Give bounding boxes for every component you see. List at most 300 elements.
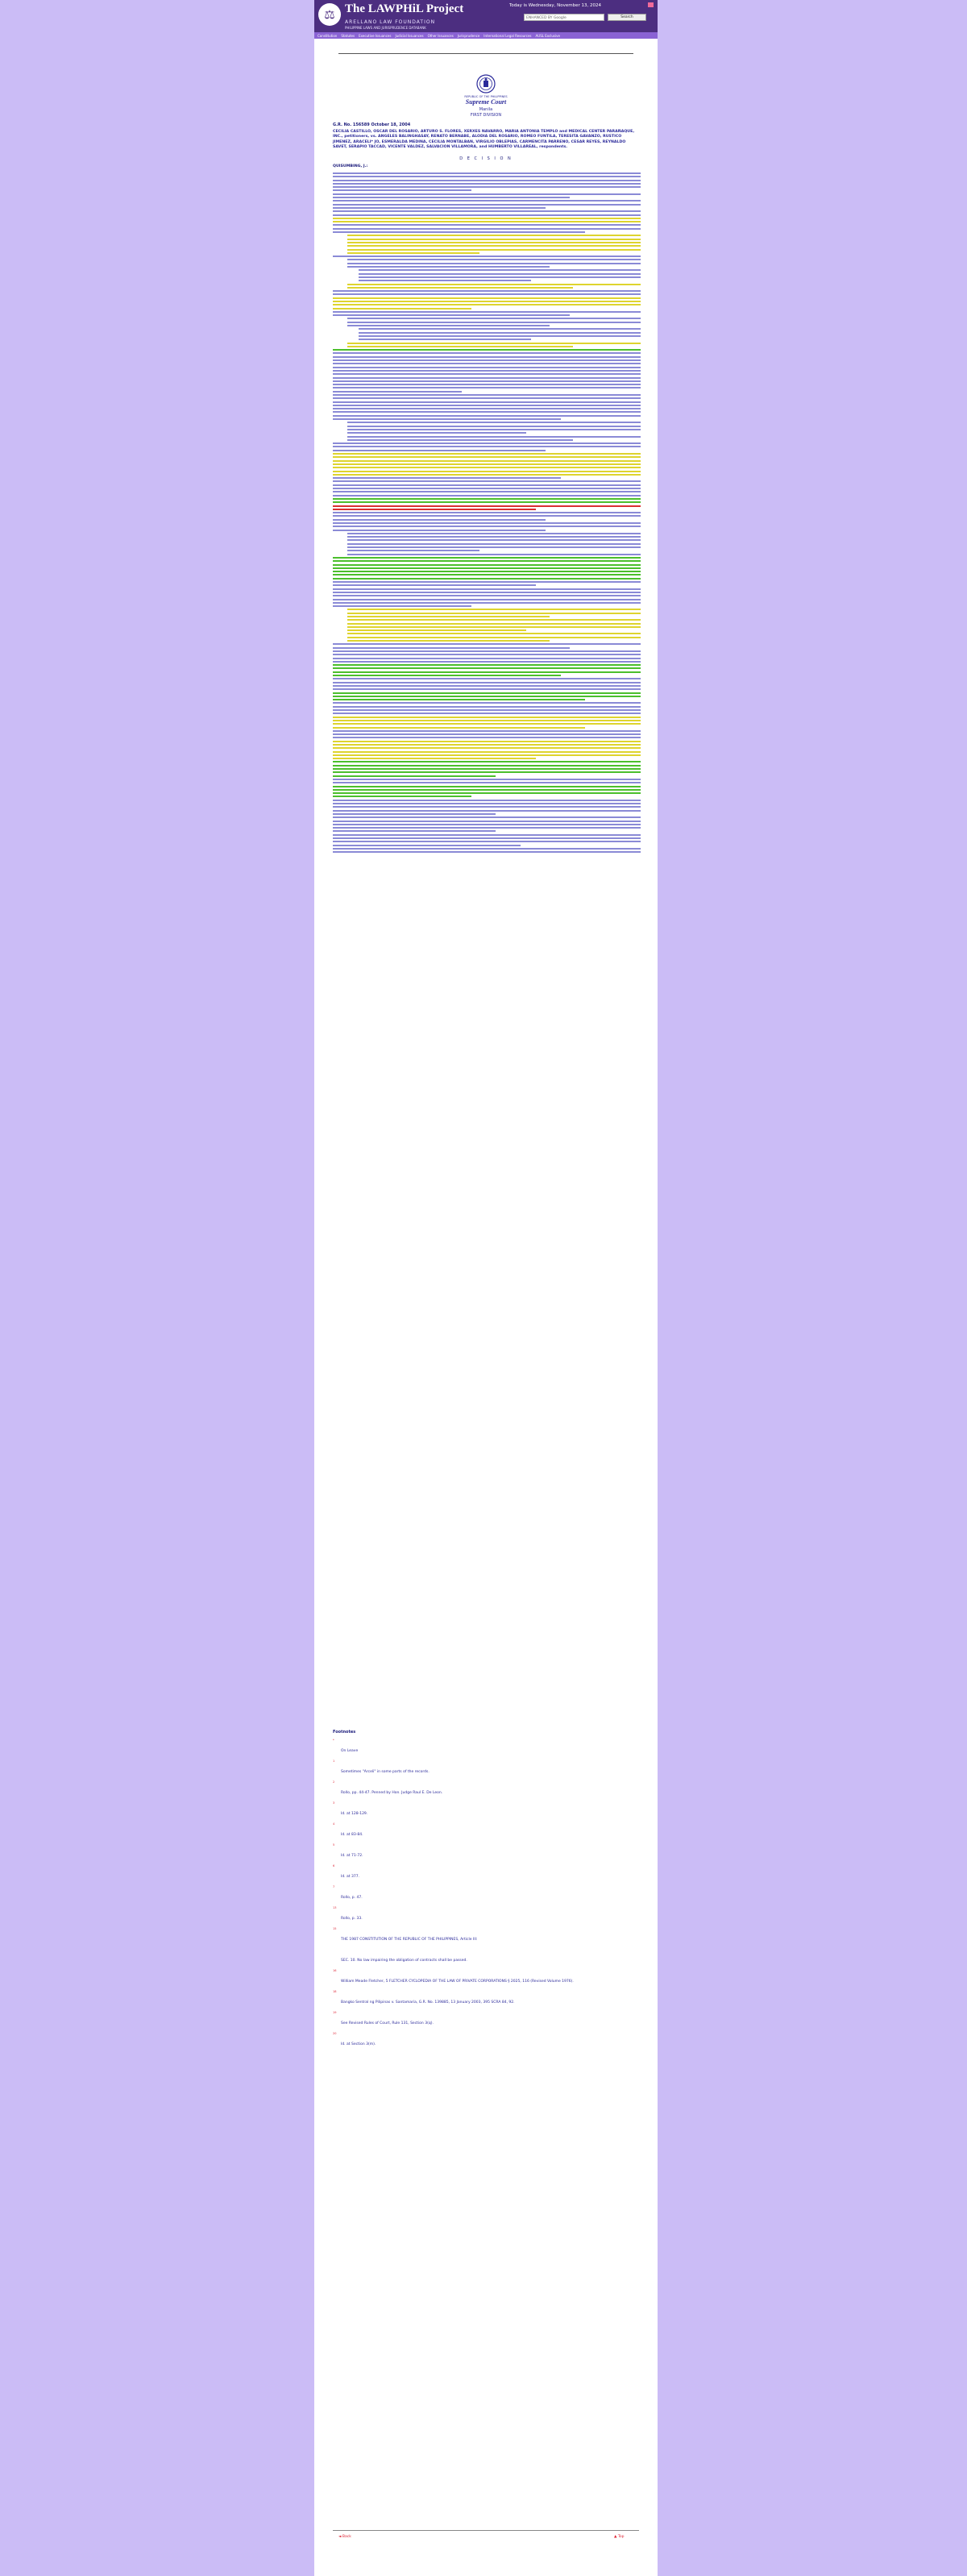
lawphil-logo[interactable]: ⚖	[318, 3, 341, 26]
divider	[338, 53, 633, 54]
text-line	[347, 242, 641, 243]
text-line	[333, 578, 641, 580]
footnote-number[interactable]: 2	[333, 1780, 335, 1784]
text-line	[333, 411, 641, 413]
text-line	[347, 439, 573, 441]
text-line	[333, 290, 641, 292]
text-line	[347, 536, 641, 538]
text-line	[347, 245, 641, 247]
text-line	[359, 335, 641, 337]
text-line	[333, 789, 641, 791]
text-line	[333, 650, 641, 652]
search-button[interactable]: Search	[608, 14, 646, 21]
site-tagline: ARELLANO LAW FOUNDATION	[345, 19, 436, 25]
footnote-number[interactable]: 13	[333, 1906, 337, 1909]
text-line	[333, 754, 641, 756]
body-paragraph	[333, 800, 641, 815]
footnote-text: Rollo, pp. 44-47. Penned by Hon. Judge Raul E. De Leon.	[341, 1791, 443, 1795]
body-paragraph	[333, 848, 641, 850]
text-line	[333, 824, 641, 825]
text-line	[333, 813, 496, 815]
text-line	[333, 851, 641, 853]
body-paragraph	[347, 533, 641, 551]
text-line	[333, 356, 641, 358]
body-paragraph	[359, 328, 641, 340]
text-line	[333, 821, 641, 822]
text-line	[333, 172, 641, 174]
text-line	[347, 543, 641, 545]
footnote-text: THE 1987 CONSTITUTION OF THE REPUBLIC OF THE PHILIPPINES, Article III:	[341, 1938, 478, 1942]
text-line	[333, 415, 641, 417]
text-line	[333, 605, 471, 607]
text-line	[333, 761, 641, 762]
text-line	[359, 332, 641, 334]
text-line	[333, 460, 641, 462]
text-line	[333, 515, 641, 517]
text-line	[333, 675, 561, 676]
main-nav	[314, 32, 658, 39]
body-paragraph	[333, 730, 641, 759]
text-line	[333, 564, 641, 566]
text-line	[333, 720, 641, 721]
text-line	[333, 682, 641, 683]
text-line	[359, 276, 641, 278]
site-subtagline: PHILIPPINE LAWS AND JURISPRUDENCE DATABANK	[345, 26, 426, 30]
supreme-court-seal-icon	[476, 74, 496, 93]
footnotes-heading: Footnotes	[333, 1730, 356, 1735]
text-line	[333, 599, 641, 600]
nav-item-international[interactable]: International Legal Resources	[484, 33, 532, 38]
footnote-number[interactable]: 16	[333, 1969, 337, 1972]
text-line	[333, 450, 546, 451]
body-paragraph	[333, 290, 641, 309]
text-line	[333, 446, 641, 447]
text-line	[333, 367, 641, 368]
text-line	[333, 349, 641, 351]
text-line	[347, 550, 479, 551]
text-line	[333, 837, 641, 839]
text-line	[333, 816, 641, 818]
text-line	[333, 408, 641, 409]
footnote-text: On Leave	[341, 1749, 359, 1753]
text-line	[333, 505, 641, 507]
nav-item-other[interactable]: Other Issuances	[427, 33, 454, 38]
text-line	[333, 228, 641, 230]
text-line	[333, 193, 641, 195]
court-name: Supreme Court	[465, 98, 507, 106]
text-line	[333, 394, 641, 396]
text-line	[333, 471, 641, 472]
footnote-number[interactable]: 3	[333, 1801, 335, 1805]
text-line	[333, 696, 641, 697]
footnote-text: William Meade Fletcher, 5 FLETCHER CYCLOPEDIA OF THE LAW OF PRIVATE CORPORATIONS § 2025, 116 (Revised Volume 1976).	[341, 1980, 574, 1984]
date-text: Today is Wednesday, November 13, 2024	[509, 3, 601, 8]
text-line	[333, 418, 561, 420]
footnote-item	[333, 1886, 641, 1901]
text-line	[333, 519, 546, 521]
footnote-number[interactable]: 18	[333, 1990, 337, 1993]
footnote-number[interactable]: 20	[333, 2032, 337, 2035]
body-paragraph	[333, 650, 641, 676]
text-line	[333, 218, 641, 219]
footnote-item	[333, 1844, 641, 1859]
text-line	[333, 522, 641, 524]
footnote-item	[333, 1739, 641, 1755]
text-line	[333, 806, 641, 808]
text-line	[333, 709, 641, 711]
text-line	[333, 373, 641, 375]
body-paragraph	[333, 761, 641, 776]
text-line	[333, 207, 546, 209]
footnote-item	[333, 1781, 641, 1797]
footnote-number[interactable]: 4	[333, 1822, 335, 1826]
text-line	[347, 263, 641, 264]
text-line	[347, 613, 641, 614]
text-line	[347, 546, 641, 548]
nav-item-executive[interactable]: Executive Issuances	[359, 33, 392, 38]
text-line	[347, 422, 641, 423]
text-line	[333, 581, 641, 583]
text-line	[359, 269, 641, 271]
body-paragraph	[333, 851, 641, 853]
text-line	[333, 661, 641, 663]
text-line	[333, 183, 641, 185]
text-line	[347, 436, 641, 438]
text-line	[333, 765, 641, 767]
mail-icon[interactable]	[648, 2, 654, 7]
footnote-item	[333, 2033, 641, 2048]
text-line	[333, 314, 570, 316]
text-line	[333, 664, 641, 666]
body-paragraph	[347, 284, 641, 289]
back-link[interactable]: ◄ Back	[338, 2535, 351, 2539]
footnotes-list	[333, 1739, 641, 2054]
site-brand[interactable]: The LAWPHiL Project	[345, 2, 464, 15]
text-line	[347, 633, 641, 634]
body-paragraph	[347, 633, 641, 642]
text-line	[333, 200, 641, 202]
case-number: G.R. No. 156589 October 18, 2004	[333, 123, 411, 127]
footnote-text: Rollo, p. 47.	[341, 1896, 363, 1900]
text-line	[333, 484, 641, 486]
body-paragraph	[333, 453, 641, 479]
body-paragraph	[347, 554, 641, 555]
text-line	[347, 637, 641, 638]
body-paragraph	[333, 256, 641, 257]
text-line	[333, 204, 641, 206]
text-line	[333, 498, 641, 500]
text-line	[347, 539, 641, 541]
text-line	[333, 717, 641, 718]
text-line	[333, 189, 471, 191]
text-line	[347, 266, 550, 268]
text-line	[333, 713, 641, 714]
text-line	[333, 771, 641, 773]
text-line	[333, 214, 641, 216]
footnote-text: See Revised Rules of Court, Rule 131, Section 3(q).	[341, 2021, 434, 2025]
text-line	[333, 602, 641, 604]
text-line	[333, 363, 641, 364]
text-line	[333, 453, 641, 455]
republic-label: REPUBLIC OF THE PHILIPPINES	[464, 95, 508, 98]
text-line	[333, 595, 641, 596]
divider	[333, 2530, 639, 2531]
body-paragraph	[347, 343, 641, 347]
footnote-text: Id. at 71-72.	[341, 1854, 363, 1858]
body-paragraph	[333, 200, 641, 209]
body-paragraph	[333, 816, 641, 832]
text-line	[333, 370, 641, 372]
text-line	[347, 623, 641, 625]
text-line	[333, 557, 641, 559]
text-line	[333, 467, 641, 468]
text-line	[333, 380, 641, 382]
text-line	[347, 609, 641, 610]
text-line	[333, 530, 546, 531]
text-line	[333, 377, 641, 379]
footnote-text: Id. at 128-129.	[341, 1812, 368, 1816]
text-line	[333, 810, 641, 812]
text-line	[333, 803, 641, 804]
text-line	[347, 318, 641, 319]
body-paragraph	[347, 259, 641, 268]
text-line	[333, 654, 641, 655]
footnote-item	[333, 1802, 641, 1818]
body-paragraph	[333, 352, 641, 392]
text-line	[333, 768, 641, 770]
footnote-item	[333, 1823, 641, 1839]
text-line	[333, 488, 641, 489]
text-line	[333, 727, 585, 729]
text-line	[347, 426, 641, 427]
court-city: Manila	[479, 107, 493, 112]
text-line	[333, 567, 641, 569]
text-line	[333, 588, 641, 590]
text-line	[347, 432, 526, 434]
text-line	[347, 239, 641, 240]
text-line	[333, 779, 641, 780]
text-line	[333, 841, 641, 842]
text-line	[333, 311, 641, 313]
text-line	[333, 733, 641, 735]
text-line	[347, 343, 641, 344]
text-line	[347, 616, 550, 617]
nav-item-jurisprudence[interactable]: Jurisprudence	[457, 33, 480, 38]
text-line	[333, 584, 536, 586]
text-line	[333, 671, 641, 673]
text-line	[333, 560, 641, 562]
body-paragraph	[333, 557, 641, 586]
text-line	[333, 730, 641, 732]
footnote-number[interactable]: 5	[333, 1843, 335, 1847]
text-line	[333, 442, 641, 444]
text-line	[333, 643, 641, 645]
decision-body	[333, 172, 641, 854]
text-line	[333, 387, 641, 388]
text-line	[333, 231, 585, 233]
text-line	[333, 405, 641, 406]
nav-item-statutes[interactable]: Statutes	[341, 33, 355, 38]
text-line	[347, 259, 641, 260]
text-line	[333, 848, 641, 850]
text-line	[333, 477, 561, 479]
footnote-number[interactable]: 7	[333, 1885, 335, 1888]
text-line	[333, 571, 641, 572]
court-division: FIRST DIVISION	[470, 113, 502, 118]
text-line	[333, 699, 585, 700]
text-line	[333, 210, 641, 212]
text-line	[333, 526, 641, 527]
text-line	[333, 782, 641, 783]
body-paragraph	[333, 779, 641, 797]
decision-label: D E C I S I O N	[459, 156, 513, 161]
text-line	[333, 751, 641, 753]
site-header	[314, 0, 658, 39]
text-line	[333, 501, 641, 503]
body-paragraph	[333, 706, 641, 729]
document-page	[314, 0, 658, 2576]
text-line	[333, 706, 641, 708]
body-paragraph	[347, 235, 641, 253]
text-line	[333, 688, 641, 690]
text-line	[333, 758, 536, 759]
body-paragraph	[333, 834, 641, 846]
text-line	[333, 845, 521, 846]
text-line	[333, 304, 641, 305]
text-line	[333, 747, 641, 749]
text-line	[333, 359, 641, 361]
text-line	[333, 830, 496, 832]
top-link[interactable]: ▲ Top	[614, 2535, 625, 2539]
text-line	[347, 629, 526, 631]
text-line	[333, 509, 536, 510]
text-line	[333, 702, 641, 704]
footnote-number[interactable]: 15	[333, 1927, 337, 1930]
body-paragraph	[359, 269, 641, 281]
body-paragraph	[347, 609, 641, 617]
text-line	[333, 256, 641, 257]
text-line	[333, 308, 471, 310]
text-line	[333, 463, 641, 465]
text-line	[333, 800, 641, 801]
text-line	[333, 796, 471, 797]
body-paragraph	[333, 442, 641, 451]
body-paragraph	[333, 394, 641, 420]
footnote-item	[333, 1907, 641, 1922]
text-line	[347, 533, 641, 534]
body-paragraph	[333, 588, 641, 607]
footnote-text: Id. at Section 3(m).	[341, 2042, 376, 2046]
text-line	[333, 827, 641, 829]
text-line	[347, 619, 641, 621]
text-line	[347, 322, 641, 323]
footnote-item	[333, 1991, 641, 2006]
body-paragraph	[333, 480, 641, 509]
case-parties: CECILIA CASTILLO, OSCAR DEL ROSARIO, ARTURO S. FLORES, XERXES NAVARRO, MARIA ANTONIA TEMPLO and MEDICAL CENTER PARAÑAQUE, INC., petitioners, vs. ANGELES BALINGHASAY, RENATO BERNABE, ALODIA DEL ROSARIO, ROMEO FUNTILA, TERESITA GAVANZO, RUSTICO JIMENEZ, ARACELI* JO, ESMERALDA MEDINA, CECILIA MONTALBAN, VIRGILIO OBLEPIAS, CARMENCITA PARRENO, CESAR REYES, REYNALDO SAVET, SERAPIO TACCAD, VICENTE VALDEZ, SALVACION VILLAMORA, and HUMBERTO VILLAREAL, respondents.	[333, 130, 635, 149]
text-line	[333, 224, 641, 226]
nav-item-judicial[interactable]: Judicial Issuances	[395, 33, 424, 38]
text-line	[333, 744, 641, 746]
text-line	[333, 723, 641, 725]
body-paragraph	[333, 210, 641, 233]
footnote-text: Rollo, p. 33.	[341, 1917, 363, 1921]
body-paragraph	[333, 643, 641, 648]
text-line	[347, 249, 641, 251]
footnote-text: SEC. 10. No law impairing the obligation of contracts shall be passed.	[341, 1959, 467, 1963]
body-paragraph	[347, 436, 641, 441]
search-input[interactable]: ENHANCED BY Google	[524, 14, 604, 21]
footnote-text: Sometimes "Arceli" in some parts of the records.	[341, 1770, 430, 1774]
body-paragraph	[333, 193, 641, 198]
body-paragraph	[347, 422, 641, 434]
text-line	[347, 284, 641, 285]
text-line	[333, 397, 641, 399]
footnote-number[interactable]: 1	[333, 1760, 335, 1763]
nav-item-constitution[interactable]: Constitution	[317, 33, 338, 38]
text-line	[333, 786, 641, 787]
footnote-number[interactable]: 19	[333, 2011, 337, 2014]
footnote-text: Bangko Sentral ng Pilipinas v. Santamaria, G.R. No. 139885, 13 January 2003, 395 SCRA 84, 92.	[341, 2001, 515, 2005]
text-line	[333, 737, 641, 738]
text-line	[333, 297, 641, 299]
text-line	[347, 554, 641, 555]
ponente: QUISUMBING, J.:	[333, 164, 368, 168]
body-paragraph	[347, 318, 641, 326]
text-line	[333, 384, 641, 385]
body-paragraph	[333, 522, 641, 531]
text-line	[347, 346, 573, 347]
text-line	[359, 273, 641, 275]
text-line	[333, 474, 641, 476]
text-line	[333, 352, 641, 354]
footnote-number[interactable]: 6	[333, 1864, 335, 1868]
text-line	[333, 401, 641, 403]
text-line	[333, 491, 641, 492]
text-line	[333, 456, 641, 458]
text-line	[359, 280, 531, 281]
footnote-number[interactable]: *	[333, 1739, 334, 1742]
text-line	[333, 658, 641, 659]
footnote-item	[333, 1865, 641, 1880]
body-paragraph	[333, 311, 641, 316]
text-line	[347, 235, 641, 236]
text-line	[333, 685, 641, 687]
text-line	[333, 792, 641, 794]
text-line	[333, 741, 641, 742]
body-paragraph	[333, 172, 641, 191]
text-line	[333, 391, 462, 393]
body-paragraph	[333, 678, 641, 700]
nav-item-ausl[interactable]: AUSL Exclusive	[535, 33, 560, 38]
text-line	[347, 640, 550, 642]
text-line	[333, 834, 641, 836]
text-line	[347, 429, 641, 430]
footnote-item	[333, 1970, 641, 1985]
text-line	[333, 647, 570, 649]
text-line	[333, 480, 641, 482]
body-paragraph	[333, 349, 641, 351]
text-line	[333, 180, 641, 181]
text-line	[333, 667, 641, 669]
text-line	[333, 221, 641, 222]
footnote-item	[333, 2012, 641, 2027]
text-line	[347, 287, 573, 289]
text-line	[333, 512, 641, 513]
text-line	[333, 678, 641, 679]
body-paragraph	[333, 512, 641, 521]
text-line	[333, 775, 496, 777]
text-line	[333, 301, 641, 302]
